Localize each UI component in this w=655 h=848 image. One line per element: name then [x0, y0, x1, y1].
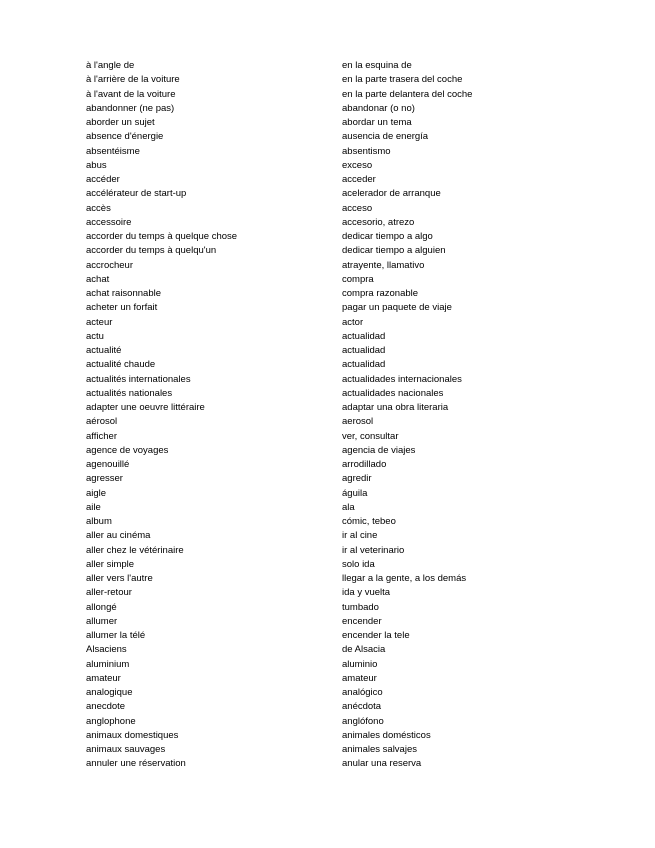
french-term: adapter une oeuvre littéraire: [86, 402, 205, 413]
spanish-term: acceso: [342, 202, 373, 214]
vocabulary-row: [86, 444, 566, 458]
vocabulary-row: [86, 757, 566, 771]
vocabulary-row: [86, 430, 566, 444]
spanish-term: atrayente, llamativo: [342, 259, 425, 271]
french-term: aérosol: [86, 416, 118, 428]
spanish-term: ausencia de energía: [342, 131, 429, 143]
spanish-term: de Alsacia: [342, 644, 386, 656]
french-term: acteur: [86, 316, 113, 328]
vocabulary-row: [86, 743, 566, 757]
vocabulary-row: [86, 145, 566, 159]
spanish-term: águila: [342, 487, 368, 499]
spanish-term: amateur: [342, 672, 377, 684]
vocabulary-row: [86, 615, 566, 629]
spanish-term: arrodillado: [342, 459, 387, 470]
vocabulary-row: [86, 116, 566, 130]
spanish-term: anglófono: [342, 715, 384, 727]
spanish-term: abandonar (o no): [342, 102, 415, 114]
french-term: actualité chaude: [86, 359, 156, 371]
vocabulary-row: [86, 244, 566, 258]
spanish-term: solo ida: [342, 558, 375, 570]
vocabulary-row: [86, 159, 566, 173]
vocabulary-row: [86, 529, 566, 543]
spanish-term: en la esquina de: [342, 60, 412, 71]
vocabulary-row: [86, 216, 566, 230]
vocabulary-row: [86, 316, 566, 330]
vocabulary-row: [86, 558, 566, 572]
spanish-term: encender la tele: [342, 630, 410, 641]
french-term: accessoire: [86, 216, 132, 228]
spanish-term: compra razonable: [342, 288, 419, 299]
vocabulary-row: [86, 73, 566, 87]
french-term: absence d'énergie: [86, 131, 164, 143]
vocabulary-row: [86, 130, 566, 144]
spanish-term: animales domésticos: [342, 729, 431, 741]
spanish-term: ir al cine: [342, 530, 378, 542]
spanish-term: aluminio: [342, 658, 378, 670]
french-term: actualités nationales: [86, 387, 173, 399]
spanish-term: abordar un tema: [342, 117, 412, 128]
vocabulary-row: [86, 458, 566, 472]
vocabulary-row: [86, 187, 566, 201]
vocabulary-row: [86, 401, 566, 415]
french-term: actu: [86, 330, 104, 342]
vocabulary-row: [86, 287, 566, 301]
vocabulary-row: [86, 643, 566, 657]
spanish-term: actor: [342, 316, 364, 328]
french-term: aller au cinéma: [86, 530, 151, 542]
french-term: à l'angle de: [86, 60, 135, 71]
french-term: analogique: [86, 687, 133, 698]
spanish-term: pagar un paquete de viaje: [342, 302, 452, 314]
vocabulary-row: [86, 273, 566, 287]
vocabulary-row: [86, 544, 566, 558]
spanish-term: agredir: [342, 473, 372, 485]
french-term: aller-retour: [86, 587, 132, 599]
french-term: actualité: [86, 345, 122, 356]
french-term: amateur: [86, 672, 121, 684]
french-term: achat: [86, 273, 110, 285]
vocabulary-row: [86, 202, 566, 216]
vocabulary-table: [86, 59, 566, 772]
spanish-term: ala: [342, 501, 355, 513]
spanish-term: compra: [342, 273, 374, 285]
french-term: allongé: [86, 601, 117, 613]
french-term: animaux sauvages: [86, 744, 166, 755]
spanish-term: llegar a la gente, a los demás: [342, 573, 467, 584]
spanish-term: anécdota: [342, 701, 382, 713]
french-term: à l'arrière de la voiture: [86, 74, 180, 86]
spanish-term: animales salvajes: [342, 744, 417, 755]
vocabulary-row: [86, 173, 566, 187]
vocabulary-row: [86, 601, 566, 615]
vocabulary-row: [86, 259, 566, 273]
vocabulary-row: [86, 487, 566, 501]
spanish-term: dedicar tiempo a algo: [342, 231, 433, 242]
vocabulary-row: [86, 301, 566, 315]
vocabulary-row: [86, 102, 566, 116]
spanish-term: accesorio, atrezo: [342, 216, 415, 228]
vocabulary-row: [86, 230, 566, 244]
french-term: allumer: [86, 615, 118, 627]
french-term: accélérateur de start-up: [86, 188, 187, 200]
vocabulary-row: [86, 358, 566, 372]
french-term: aborder un sujet: [86, 117, 155, 128]
french-term: allumer la télé: [86, 630, 146, 641]
vocabulary-row: [86, 59, 566, 73]
spanish-term: actualidades nacionales: [342, 387, 444, 399]
spanish-term: tumbado: [342, 601, 379, 613]
spanish-term: en la parte trasera del coche: [342, 74, 463, 86]
french-term: accorder du temps à quelqu'un: [86, 245, 217, 257]
french-term: accès: [86, 202, 111, 214]
french-term: anecdote: [86, 701, 126, 713]
spanish-term: actualidad: [342, 345, 386, 356]
french-term: Alsaciens: [86, 644, 127, 656]
spanish-term: adaptar una obra literaria: [342, 402, 449, 413]
spanish-term: absentismo: [342, 145, 391, 157]
spanish-term: analógico: [342, 687, 383, 698]
spanish-term: agencia de viajes: [342, 444, 416, 456]
french-term: aluminium: [86, 658, 130, 670]
vocabulary-row: [86, 344, 566, 358]
french-term: accorder du temps à quelque chose: [86, 231, 238, 242]
vocabulary-row: [86, 387, 566, 401]
vocabulary-row: [86, 629, 566, 643]
french-term: abandonner (ne pas): [86, 102, 175, 114]
french-term: annuler une réservation: [86, 758, 186, 770]
spanish-term: acceder: [342, 174, 376, 185]
spanish-term: dedicar tiempo a alguien: [342, 245, 446, 257]
spanish-term: acelerador de arranque: [342, 188, 441, 200]
vocabulary-row: [86, 572, 566, 586]
french-term: achat raisonnable: [86, 288, 161, 299]
vocabulary-table-body: [86, 59, 566, 772]
vocabulary-row: [86, 700, 566, 714]
spanish-term: anular una reserva: [342, 758, 422, 770]
french-term: agenouillé: [86, 459, 130, 470]
spanish-term: exceso: [342, 159, 373, 171]
vocabulary-row: [86, 501, 566, 515]
french-term: absentéisme: [86, 145, 140, 157]
french-term: acheter un forfait: [86, 302, 158, 314]
french-term: actualités internationales: [86, 373, 191, 385]
spanish-term: actualidad: [342, 359, 386, 371]
french-term: à l'avant de la voiture: [86, 88, 176, 100]
french-term: aigle: [86, 487, 107, 499]
vocabulary-row: [86, 686, 566, 700]
vocabulary-row: [86, 330, 566, 344]
spanish-term: cómic, tebeo: [342, 516, 396, 527]
french-term: accrocheur: [86, 259, 133, 271]
vocabulary-row: [86, 715, 566, 729]
french-term: agresser: [86, 473, 123, 485]
spanish-term: ida y vuelta: [342, 587, 391, 599]
french-term: agence de voyages: [86, 444, 169, 456]
spanish-term: actualidades internacionales: [342, 373, 462, 385]
vocabulary-row: [86, 586, 566, 600]
french-term: animaux domestiques: [86, 729, 179, 741]
vocabulary-row: [86, 88, 566, 102]
spanish-term: ir al veterinario: [342, 544, 405, 556]
vocabulary-row: [86, 373, 566, 387]
vocabulary-row: [86, 515, 566, 529]
spanish-term: en la parte delantera del coche: [342, 88, 473, 100]
french-term: aller chez le vétérinaire: [86, 544, 184, 556]
vocabulary-row: [86, 658, 566, 672]
french-term: aile: [86, 501, 101, 513]
vocabulary-row: [86, 672, 566, 686]
spanish-term: ver, consultar: [342, 430, 399, 442]
french-term: aller vers l'autre: [86, 573, 153, 584]
french-term: aller simple: [86, 558, 135, 570]
spanish-term: aerosol: [342, 416, 374, 428]
french-term: accéder: [86, 174, 120, 185]
french-term: anglophone: [86, 715, 136, 727]
vocabulary-row: [86, 415, 566, 429]
french-term: abus: [86, 159, 107, 171]
spanish-term: actualidad: [342, 330, 386, 342]
spanish-term: encender: [342, 615, 382, 627]
vocabulary-row: [86, 729, 566, 743]
french-term: afficher: [86, 430, 117, 442]
french-term: album: [86, 516, 112, 527]
vocabulary-row: [86, 472, 566, 486]
